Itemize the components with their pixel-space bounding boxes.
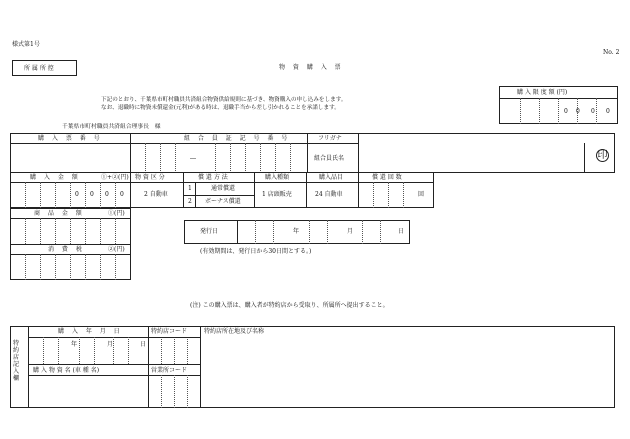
limit-digit: 0: [591, 108, 595, 115]
tax-unit: ②(円): [108, 246, 125, 253]
issue-date-label: 発行日: [200, 228, 219, 235]
amount-label: 購 入 金 額: [30, 174, 81, 181]
goods-label: 商 品 金 額: [34, 210, 85, 217]
count-label: 償 還 回 数: [372, 174, 402, 181]
count-unit: 回: [418, 191, 425, 198]
page-title: 物 資 購 入 票: [279, 64, 344, 71]
member-name-label: 組合員氏名: [314, 155, 345, 162]
method-option-label[interactable]: 通常償還: [211, 185, 236, 192]
store-month: 月: [107, 341, 114, 348]
method-option-num: 1: [188, 185, 192, 192]
amount-digit: 0: [75, 191, 79, 198]
tax-label: 消 費 税: [48, 246, 85, 253]
submit-to-box: [12, 60, 77, 76]
limit-label: 購 入 限 度 額 (円): [517, 89, 568, 96]
form-id: 様式第1号: [12, 41, 40, 48]
method-option-label[interactable]: ボーナス償還: [205, 198, 241, 205]
issue-note: (有効期間は、発行日から30日間とする。): [200, 248, 312, 255]
category-label: 物 資 区 分: [135, 174, 165, 181]
limit-digit: 0: [576, 108, 580, 115]
method-option-num: 2: [188, 198, 192, 205]
method-label: 償 還 方 法: [198, 174, 228, 181]
goods-unit: ①(円): [108, 210, 125, 217]
type-label: 購入種類: [265, 174, 290, 181]
member-no-label: 組 合 員 証 記 号 番 号: [184, 135, 291, 142]
ticket-no-label: 購 入 票 番 号: [38, 135, 103, 142]
store-sales-code-label: 営業所コード: [151, 367, 188, 374]
category-value: 2 自動車: [144, 191, 168, 198]
submit-to-label: 所 属 所 控: [24, 65, 54, 72]
seal-icon: 印: [597, 150, 608, 161]
store-goods-name-label: 購 入 物 資 名 (車 種 名): [33, 367, 100, 374]
store-section: [10, 326, 615, 408]
amount-digit: 0: [120, 191, 124, 198]
item-value: 24 自動車: [315, 191, 343, 198]
store-address-label: 特約店所在地及び名称: [204, 328, 265, 335]
issue-day: 日: [398, 228, 405, 235]
store-date-label: 購 入 年 月 日: [58, 328, 123, 335]
issue-month: 月: [347, 228, 354, 235]
intro-line-1: 下記のとおり、千葉県市町村職員共済組合物資供給規則に基づき、物資購入の申し込みをします。: [101, 97, 347, 103]
amount-digit: 0: [90, 191, 94, 198]
amount-digit: 0: [105, 191, 109, 198]
form-number: No. 2: [603, 49, 620, 56]
item-label: 購入品目: [319, 174, 344, 181]
amount-formula: ①+②(円): [101, 174, 129, 181]
addressee: 千葉県市町村職員共済組合理事長 様: [62, 124, 161, 130]
footer-note: (注) この購入票は、購入者が特約店から受取り、所属所へ提出すること。: [190, 302, 389, 309]
member-no-dash: ―: [190, 155, 196, 162]
limit-digit: 0: [606, 108, 610, 115]
limit-digit: 0: [564, 108, 568, 115]
store-year: 年: [71, 341, 78, 348]
furigana-label: フリガナ: [318, 135, 342, 142]
issue-year: 年: [293, 228, 300, 235]
intro-line-2: なお、退職時に物資未償還金(元利)がある時は、退職手当から差し引かれることを承諾します。: [101, 105, 340, 111]
type-value: 1 店頭販売: [262, 191, 292, 198]
store-side-label: 特約店記入欄: [13, 340, 20, 382]
store-code-label: 特約店コード: [151, 328, 188, 335]
store-day: 日: [140, 341, 147, 348]
